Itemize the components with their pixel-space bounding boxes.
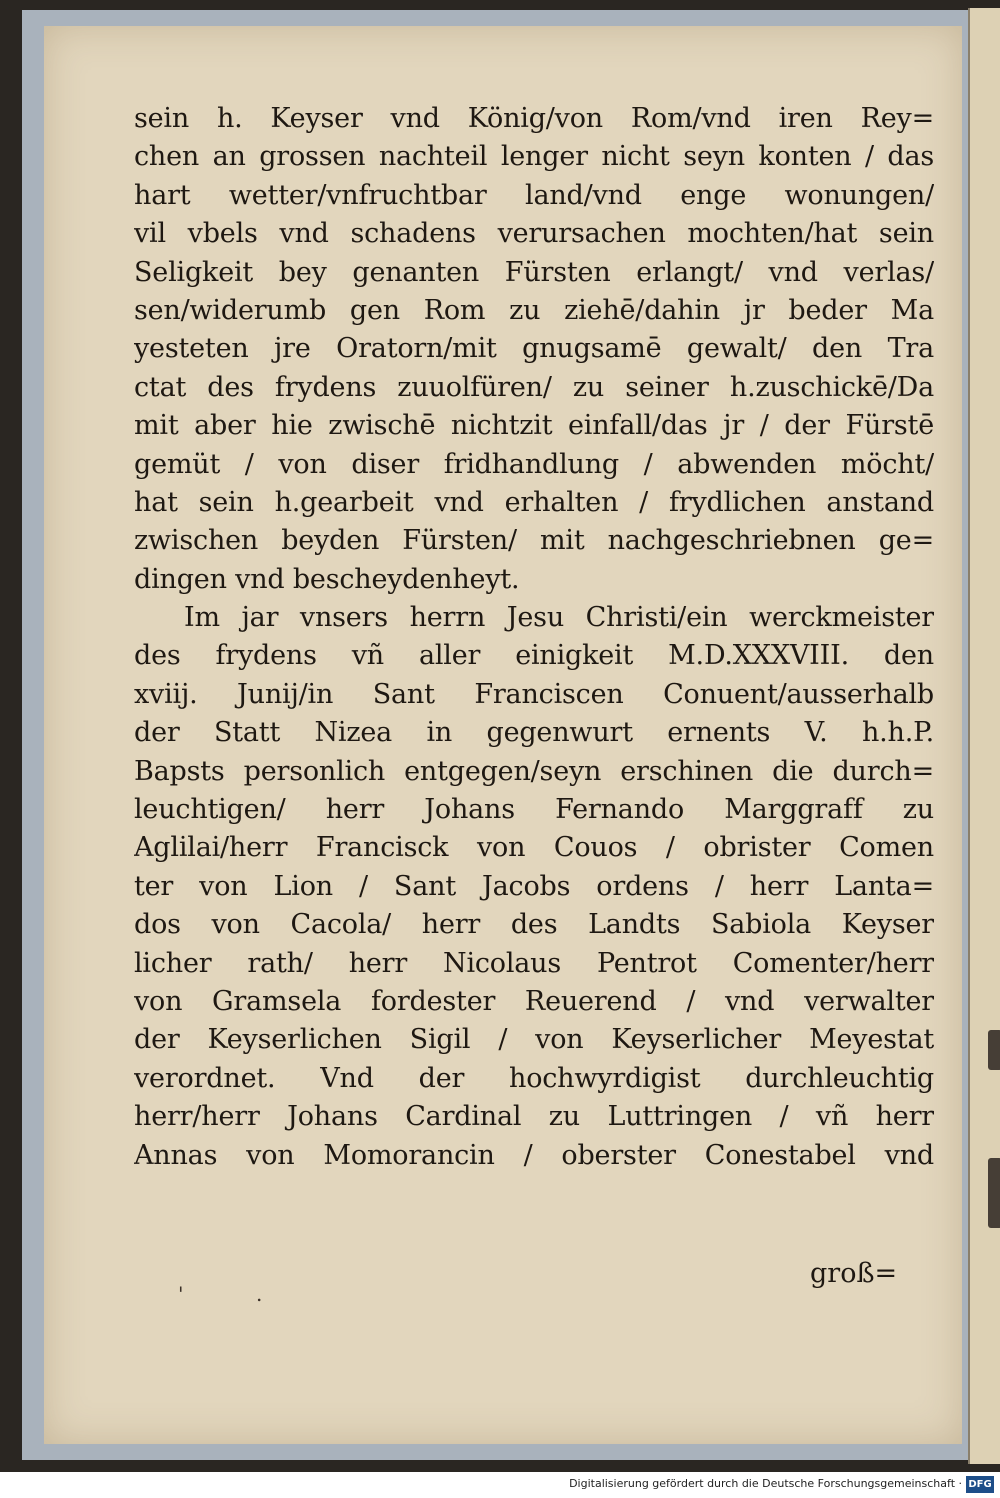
text-line: Aglilai/herr Francisck von Couos / obrister Comen (134, 832, 934, 864)
page-mark: . (256, 1282, 263, 1306)
text-line: herr/herr Johans Cardinal zu Luttringen / vñ herr (134, 1101, 934, 1133)
text-line: dos von Cacola/ herr des Landts Sabiola Keyser (134, 909, 934, 941)
text-line: mit aber hie zwischē nichtzit einfall/das jr / der Fürstē (134, 410, 934, 442)
facing-page-ink (988, 1030, 1000, 1070)
text-line: sein h. Keyser vnd König/von Rom/vnd iren Rey= (134, 103, 934, 134)
text-line: Annas von Momorancin / oberster Conestabel vnd (134, 1139, 934, 1171)
text-line: des frydens vñ aller einigkeit M.D.XXXVIII. den (134, 640, 934, 672)
body-text (134, 100, 934, 1175)
footer-bar (0, 1472, 1000, 1498)
text-line: hat sein h.gearbeit vnd erhalten / frydlichen anstand (134, 486, 934, 518)
text-line: vil vbels vnd schadens verursachen mochten/hat sein (134, 218, 934, 250)
text-line: hart wetter/vnfruchtbar land/vnd enge wonungen/ (134, 179, 934, 211)
text-line: der Keyserlichen Sigil / von Keyserlicher Meyestat (134, 1024, 934, 1056)
text-line: sen/widerumb gen Rom zu ziehē/dahin jr beder Ma (134, 294, 934, 326)
text-line: xviij. Junij/in Sant Franciscen Conuent/ausserhalb (134, 678, 934, 710)
text-line: der Statt Nizea in gegenwurt ernents V. h.h.P. (134, 717, 934, 749)
text-line: ctat des frydens zuuolfüren/ zu seiner h.zuschickē/Da (134, 371, 934, 403)
text-line: dingen vnd bescheydenheyt. (134, 563, 520, 595)
text-line: licher rath/ herr Nicolaus Pentrot Comenter/herr (134, 947, 934, 979)
dfg-logo: DFG (966, 1476, 994, 1493)
text-line: Im jar vnsers herrn Jesu Christi/ein werckmeister (184, 602, 934, 634)
catchword: groß= (810, 1258, 898, 1289)
text-line: zwischen beyden Fürsten/ mit nachgeschriebnen ge= (134, 525, 934, 557)
page-mark: ' (178, 1282, 184, 1306)
text-line: ter von Lion / Sant Jacobs ordens / herr Lanta= (134, 870, 934, 902)
facing-page-ink (988, 1158, 1000, 1228)
text-line: Seligkeit bey genanten Fürsten erlangt/ vnd verlas/ (134, 256, 934, 288)
facing-page-edge (968, 8, 1000, 1464)
text-line: leuchtigen/ herr Johans Fernando Marggraff zu (134, 794, 934, 826)
text-line: von Gramsela fordester Reuerend / vnd verwalter (134, 985, 934, 1017)
text-line: Bapsts personlich entgegen/seyn erschinen die durch= (134, 755, 934, 787)
funding-credit: Digitalisierung gefördert durch die Deutsche Forschungsgemeinschaft · (569, 1477, 962, 1490)
text-line: gemüt / von diser fridhandlung / abwenden möcht/ (134, 448, 934, 480)
text-line: chen an grossen nachteil lenger nicht seyn konten / das (134, 141, 934, 173)
text-line: verordnet. Vnd der hochwyrdigist durchleuchtig (134, 1062, 934, 1094)
text-line: yesteten jre Oratorn/mit gnugsamē gewalt/ den Tra (134, 333, 934, 365)
